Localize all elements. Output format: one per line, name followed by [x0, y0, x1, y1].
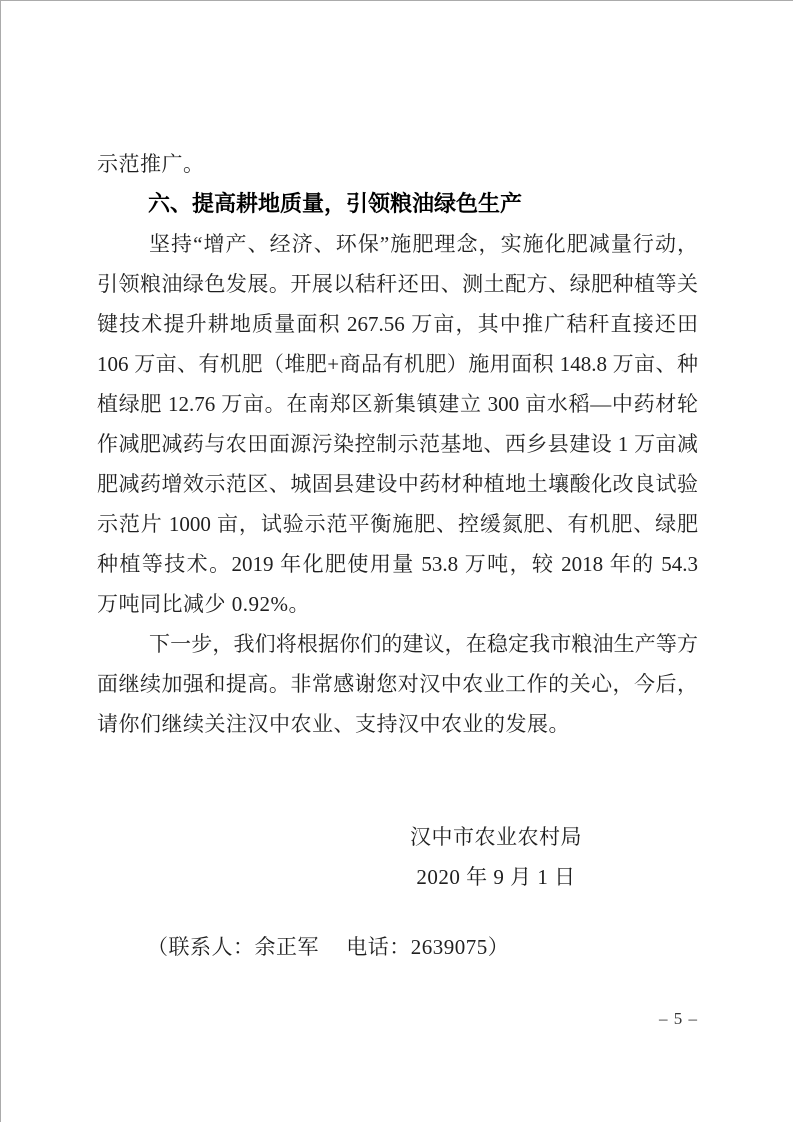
text-line: 面继续加强和提高。非常感谢您对汉中农业工作的关心，今后， [97, 672, 698, 696]
signature-organization: 汉中市农业农村局 [410, 825, 582, 849]
text-line: 106 万亩、有机肥（堆肥+商品有机肥）施用面积 148.8 万亩、种 [97, 352, 698, 376]
section-heading: 六、提高耕地质量，引领粮油绿色生产 [148, 191, 523, 216]
text-line: 种植等技术。2019 年化肥使用量 53.8 万吨，较 2018 年的 54.3 [97, 552, 698, 576]
text-line: 作减肥减药与农田面源污染控制示范基地、西乡县建设 1 万亩减 [97, 432, 698, 456]
text-line: 引领粮油绿色发展。开展以秸秆还田、测土配方、绿肥种植等关 [97, 272, 698, 296]
text-column [97, 144, 698, 967]
text-line: 万吨同比减少 0.92%。 [97, 592, 310, 616]
text-line: 下一步，我们将根据你们的建议，在稳定我市粮油生产等方 [149, 632, 698, 656]
signature-date: 2020 年 9 月 1 日 [416, 865, 576, 889]
text-line: 请你们继续关注汉中农业、支持汉中农业的发展。 [97, 712, 570, 736]
page-number: – 5 – [659, 1009, 698, 1028]
signature-block [331, 817, 661, 897]
text-line: 键技术提升耕地质量面积 267.56 万亩，其中推广秸秆直接还田 [97, 312, 698, 336]
contact-line: （联系人：余正军 电话：2639075） [147, 935, 510, 959]
text-line: 示范片 1000 亩，试验示范平衡施肥、控缓氮肥、有机肥、绿肥 [97, 512, 698, 536]
text-line: 示范推广。 [97, 152, 205, 176]
text-line: 肥减药增效示范区、城固县建设中药材种植地土壤酸化改良试验 [97, 472, 698, 496]
text-line: 坚持“增产、经济、环保”施肥理念，实施化肥减量行动， [149, 232, 698, 256]
text-line: 植绿肥 12.76 万亩。在南郑区新集镇建立 300 亩水稻—中药材轮 [97, 392, 698, 416]
